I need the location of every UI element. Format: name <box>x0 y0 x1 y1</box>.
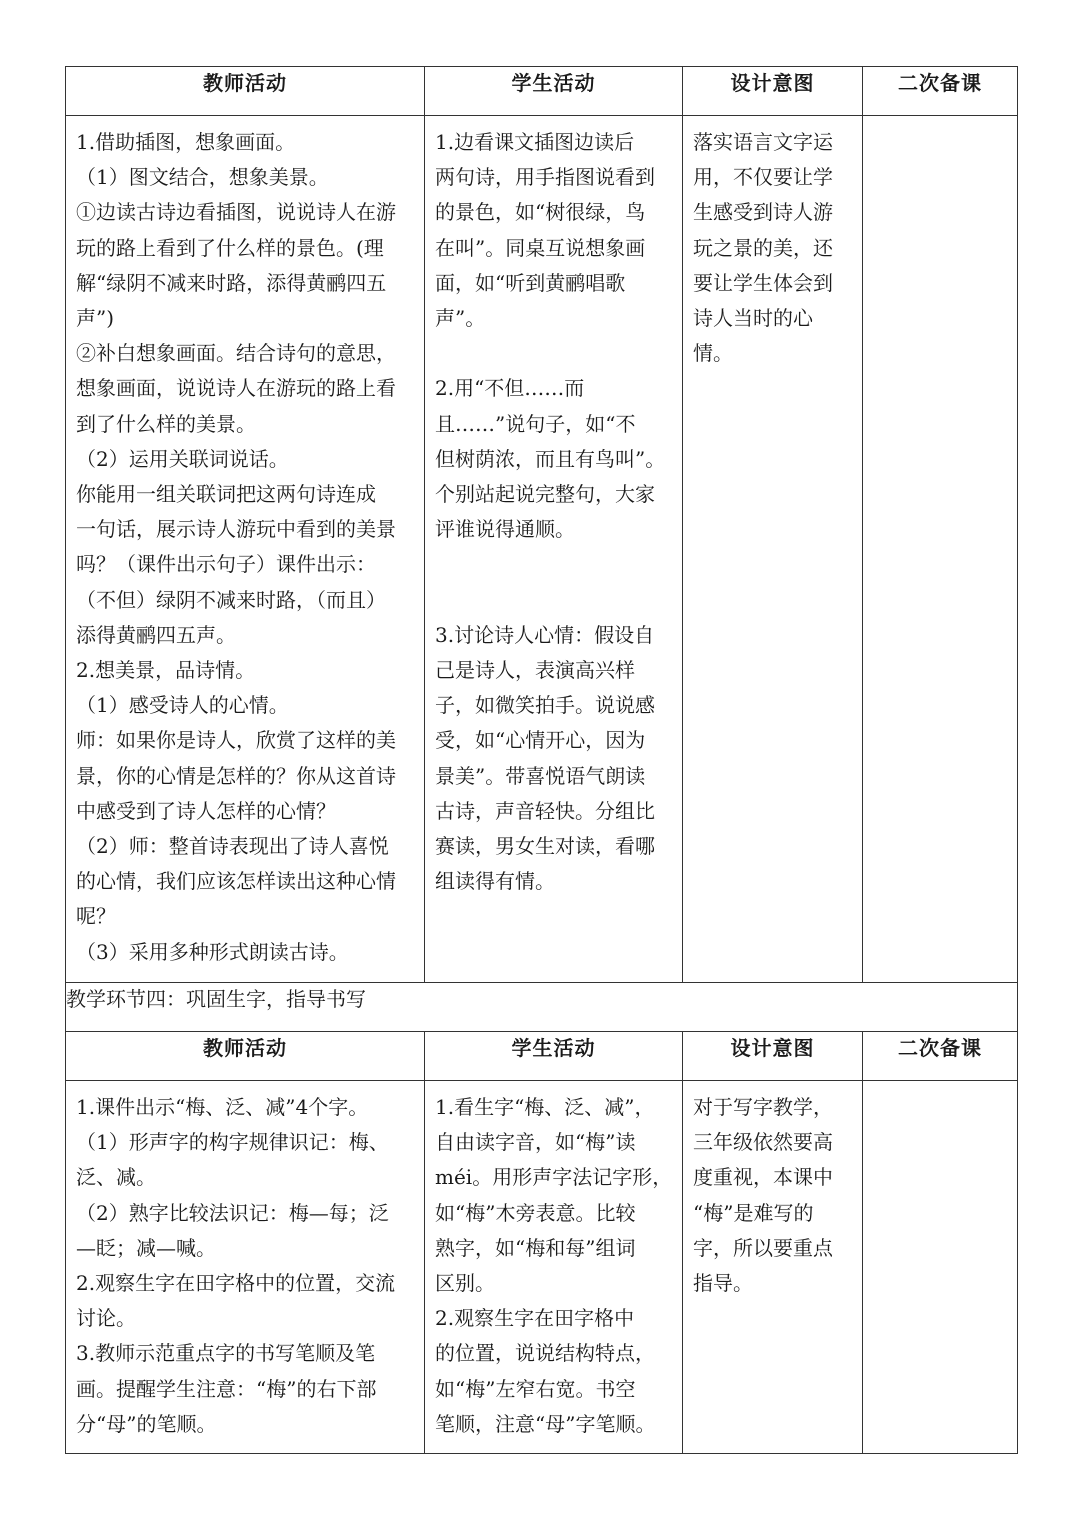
text-line: 泛、减。 <box>76 1165 156 1190</box>
text-line: 1.看生字“梅、泛、减”， <box>435 1095 655 1119</box>
text-line: （2）师：整首诗表现出了诗人喜悦 <box>76 834 389 859</box>
text-line: 2.用“不但……而 <box>435 376 585 401</box>
text-line: 子，如微笑拍手。说说感 <box>435 693 655 718</box>
text-line <box>435 547 673 582</box>
second-preparation-cell <box>863 1081 1017 1098</box>
text-line: 字，所以要重点 <box>693 1235 833 1260</box>
text-line: （2）熟字比较法识记：梅—每；泛 <box>76 1200 389 1225</box>
header-second-preparation: 二次备课 <box>863 67 1018 116</box>
text-line: 画。提醒学生注意：“梅”的右下部 <box>76 1376 377 1401</box>
header-student-activity: 学生活动 <box>425 67 683 116</box>
text-line: 自由读字音，如“梅”读 <box>435 1130 636 1155</box>
text-line: 古诗，声音轻快。分组比 <box>435 798 655 823</box>
activity-row-1 <box>66 116 1018 983</box>
text-line: （1）形声字的构字规律识记：梅、 <box>76 1130 389 1155</box>
text-line: 到了什么样的美景。 <box>76 411 256 436</box>
text-line <box>435 583 673 618</box>
header-design-intent: 设计意图 <box>683 67 863 116</box>
text-line: 但树荫浓，而且有鸟叫”。 <box>435 446 666 471</box>
text-line: 赛读，男女生对读，看哪 <box>435 834 655 859</box>
text-line: 对于写字教学， <box>693 1095 833 1119</box>
text-line: 落实语言文字运 <box>693 130 833 154</box>
header-teacher-activity: 教师活动 <box>66 67 425 116</box>
text-line: 2.观察生字在田字格中 <box>435 1306 635 1331</box>
lesson-plan-table <box>65 66 1018 1454</box>
header-teacher-activity: 教师活动 <box>66 1032 425 1081</box>
text-line: 解“绿阴不减来时路，添得黄鹂四五 <box>76 270 387 295</box>
text-line: 笔顺，注意“母”字笔顺。 <box>435 1411 656 1436</box>
text-line: 度重视，本课中 <box>693 1165 833 1190</box>
text-line: 3.讨论诗人心情：假设自 <box>435 622 655 647</box>
text-line: 的心情，我们应该怎样读出这种心情 <box>76 869 396 894</box>
text-line: （3）采用多种形式朗读古诗。 <box>76 939 349 964</box>
text-line: “梅”是难写的 <box>693 1200 814 1225</box>
text-line: 吗？（课件出示句子）课件出示： <box>76 552 376 577</box>
text-line: 你能用一组关联词把这两句诗连成 <box>76 482 376 507</box>
text-line: 景美”。带喜悦语气朗读 <box>435 763 646 788</box>
text-line: 受，如“心情开心，因为 <box>435 728 646 753</box>
text-line: 中感受到了诗人怎样的心情？ <box>76 798 336 823</box>
section-row <box>66 983 1018 1032</box>
student-activity-cell <box>425 116 682 907</box>
text-line: （不但）绿阴不减来时路，（而且） <box>76 587 386 612</box>
section-title: 教学环节四：巩固生字，指导书写 <box>66 983 1018 1032</box>
text-line: 熟字，如“梅和每”组词 <box>435 1235 636 1260</box>
text-line: 1.课件出示“梅、泛、减”4个字。 <box>76 1095 369 1119</box>
student-activity-cell <box>425 1081 682 1450</box>
text-line: 在叫”。同桌互说想象画 <box>435 235 646 260</box>
text-line: 己是诗人，表演高兴样 <box>435 658 635 682</box>
text-line <box>435 336 673 371</box>
text-line: （1）感受诗人的心情。 <box>76 693 289 718</box>
text-line: 声”。 <box>435 306 486 331</box>
text-line: 的位置，说说结构特点， <box>435 1341 655 1366</box>
text-line: 想象画面，说说诗人在游玩的路上看 <box>76 376 396 401</box>
text-line: 用，不仅要让学 <box>693 165 833 190</box>
text-line: méi。用形声字法记字形， <box>435 1165 673 1190</box>
text-line: 1.边看课文插图边读后 <box>435 130 635 154</box>
text-line: 景，你的心情是怎样的？你从这首诗 <box>76 763 396 788</box>
text-line: 呢？ <box>76 904 116 929</box>
text-line: ①边读古诗边看插图，说说诗人在游 <box>76 200 396 225</box>
text-line: 玩的路上看到了什么样的景色。(理 <box>76 235 384 260</box>
second-preparation-cell <box>863 116 1017 133</box>
text-line: 区别。 <box>435 1271 495 1296</box>
text-line: 的景色，如“树很绿，鸟 <box>435 200 646 225</box>
text-line: 声”) <box>76 306 115 331</box>
text-line: 讨论。 <box>76 1306 136 1331</box>
text-line: 个别站起说完整句，大家 <box>435 482 655 507</box>
teacher-activity-cell <box>66 116 424 978</box>
text-line: （1）图文结合，想象美景。 <box>76 165 329 190</box>
text-line: 如“梅”木旁表意。比较 <box>435 1200 636 1225</box>
text-line: 情。 <box>693 341 733 366</box>
header-second-preparation: 二次备课 <box>863 1032 1018 1081</box>
text-line: 且……”说句子，如“不 <box>435 411 636 436</box>
text-line: 2.想美景，品诗情。 <box>76 658 256 683</box>
text-line: 面，如“听到黄鹂唱歌 <box>435 270 626 295</box>
text-line: 3.教师示范重点字的书写笔顺及笔 <box>76 1341 376 1366</box>
text-line: （2）运用关联词说话。 <box>76 446 289 471</box>
text-line: —眨；减—喊。 <box>76 1235 216 1260</box>
text-line: 组读得有情。 <box>435 869 555 894</box>
design-intent-cell <box>683 116 862 379</box>
text-line: ②补白想象画面。结合诗句的意思， <box>76 341 396 366</box>
text-line: 评谁说得通顺。 <box>435 517 575 542</box>
text-line: 玩之景的美，还 <box>693 235 833 260</box>
text-line: 两句诗，用手指图说看到 <box>435 165 655 190</box>
text-line: 要让学生体会到 <box>693 270 833 295</box>
design-intent-cell <box>683 1081 862 1309</box>
text-line: 三年级依然要高 <box>693 1130 833 1155</box>
header-design-intent: 设计意图 <box>683 1032 863 1081</box>
header-row-2 <box>66 1032 1018 1081</box>
header-row <box>66 67 1018 116</box>
text-line: 添得黄鹂四五声。 <box>76 622 236 647</box>
text-line: 诗人当时的心 <box>693 306 813 331</box>
text-line: 生感受到诗人游 <box>693 200 833 225</box>
text-line: 如“梅”左窄右宽。书空 <box>435 1376 636 1401</box>
text-line: 2.观察生字在田字格中的位置，交流 <box>76 1271 396 1296</box>
text-line: 师：如果你是诗人，欣赏了这样的美 <box>76 728 396 753</box>
text-line: 分“母”的笔顺。 <box>76 1411 217 1436</box>
text-line: 指导。 <box>693 1271 753 1296</box>
text-line: 一句话，展示诗人游玩中看到的美景 <box>76 517 396 542</box>
teacher-activity-cell <box>66 1081 424 1450</box>
header-student-activity: 学生活动 <box>425 1032 683 1081</box>
activity-row-2 <box>66 1081 1018 1454</box>
text-line: 1.借助插图，想象画面。 <box>76 130 296 154</box>
